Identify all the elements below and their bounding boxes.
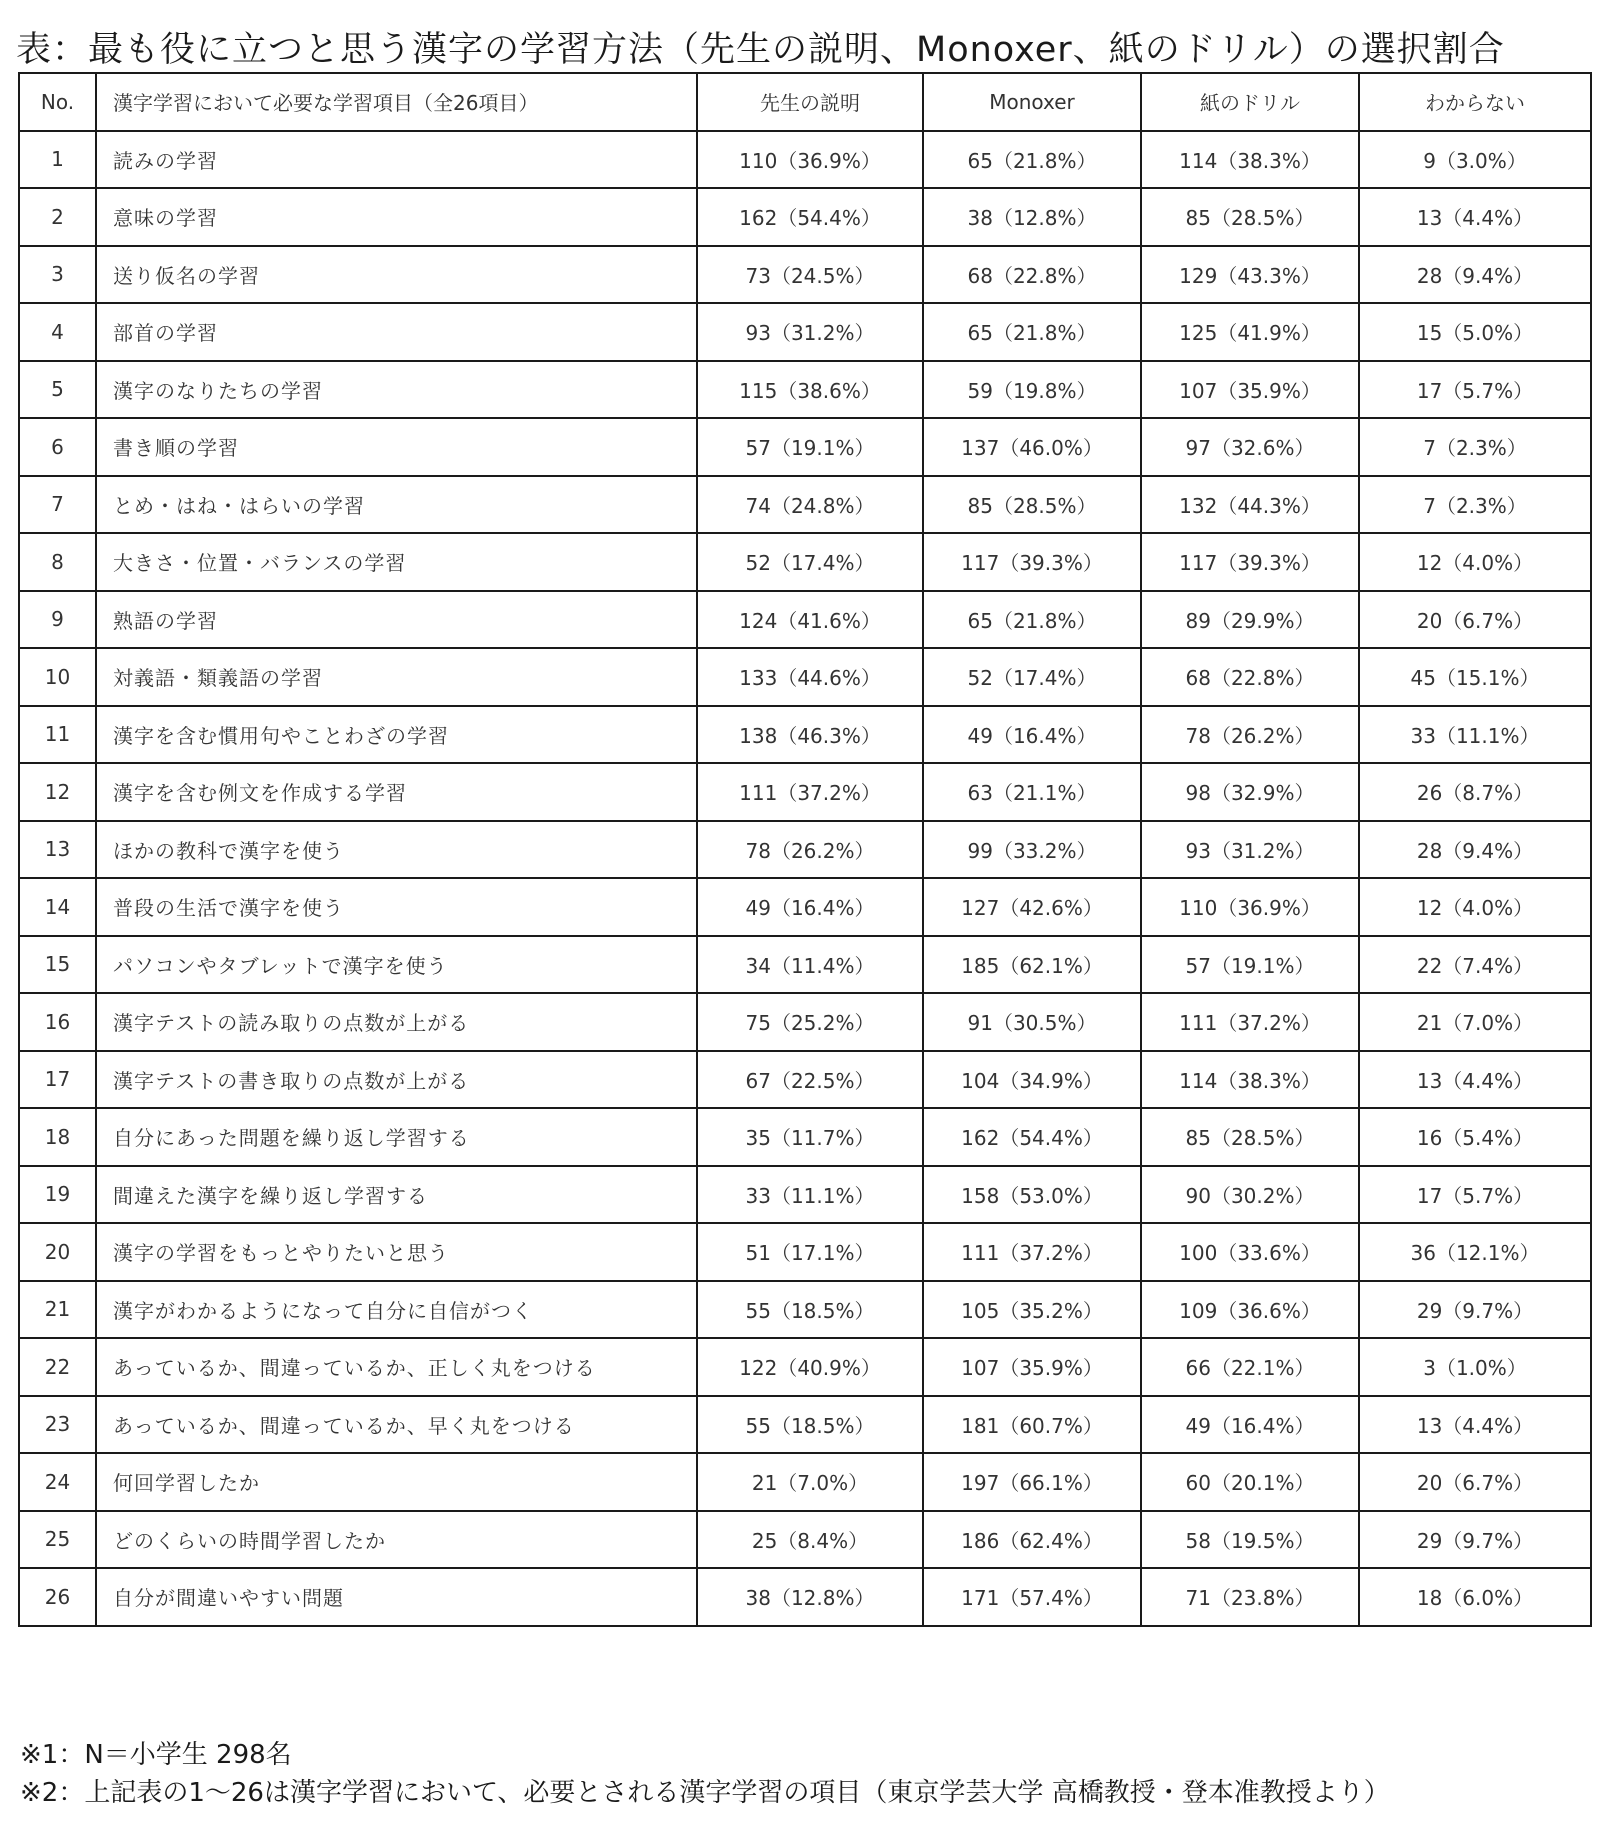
cell-monoxer: 111（37.2%）	[923, 1223, 1141, 1281]
cell-drill: 107（35.9%）	[1141, 361, 1359, 419]
cell-drill: 114（38.3%）	[1141, 1051, 1359, 1109]
table-row	[19, 131, 1591, 189]
cell-unknown: 26（8.7%）	[1359, 763, 1591, 821]
cell-teacher: 162（54.4%）	[697, 188, 923, 246]
table-header	[19, 73, 1591, 131]
cell-teacher: 122（40.9%）	[697, 1338, 923, 1396]
cell-item: 漢字テストの書き取りの点数が上がる	[96, 1051, 697, 1109]
cell-monoxer: 99（33.2%）	[923, 821, 1141, 879]
cell-item: 漢字のなりたちの学習	[96, 361, 697, 419]
cell-drill: 89（29.9%）	[1141, 591, 1359, 649]
cell-item: 漢字テストの読み取りの点数が上がる	[96, 993, 697, 1051]
cell-drill: 90（30.2%）	[1141, 1166, 1359, 1224]
cell-drill: 78（26.2%）	[1141, 706, 1359, 764]
cell-no: 1	[19, 131, 96, 189]
cell-unknown: 20（6.7%）	[1359, 591, 1591, 649]
cell-unknown: 28（9.4%）	[1359, 821, 1591, 879]
cell-item: 間違えた漢字を繰り返し学習する	[96, 1166, 697, 1224]
table-row	[19, 878, 1591, 936]
table-row	[19, 1396, 1591, 1454]
footnotes	[20, 1736, 1390, 1812]
cell-teacher: 138（46.3%）	[697, 706, 923, 764]
table-row	[19, 591, 1591, 649]
cell-teacher: 124（41.6%）	[697, 591, 923, 649]
results-table	[18, 72, 1592, 1627]
cell-unknown: 13（4.4%）	[1359, 188, 1591, 246]
table-row	[19, 303, 1591, 361]
cell-no: 16	[19, 993, 96, 1051]
cell-no: 12	[19, 763, 96, 821]
cell-no: 13	[19, 821, 96, 879]
cell-monoxer: 63（21.1%）	[923, 763, 1141, 821]
cell-teacher: 51（17.1%）	[697, 1223, 923, 1281]
table-row	[19, 1051, 1591, 1109]
cell-item: 意味の学習	[96, 188, 697, 246]
cell-drill: 110（36.9%）	[1141, 878, 1359, 936]
cell-item: あっているか、間違っているか、早く丸をつける	[96, 1396, 697, 1454]
cell-item: 部首の学習	[96, 303, 697, 361]
cell-monoxer: 162（54.4%）	[923, 1108, 1141, 1166]
cell-drill: 68（22.8%）	[1141, 648, 1359, 706]
cell-teacher: 52（17.4%）	[697, 533, 923, 591]
cell-monoxer: 65（21.8%）	[923, 131, 1141, 189]
cell-no: 26	[19, 1568, 96, 1626]
table-row	[19, 763, 1591, 821]
cell-item: あっているか、間違っているか、正しく丸をつける	[96, 1338, 697, 1396]
table-row	[19, 1338, 1591, 1396]
cell-monoxer: 137（46.0%）	[923, 418, 1141, 476]
cell-item: どのくらいの時間学習したか	[96, 1511, 697, 1569]
cell-no: 20	[19, 1223, 96, 1281]
table-body	[19, 131, 1591, 1626]
cell-no: 8	[19, 533, 96, 591]
cell-item: 普段の生活で漢字を使う	[96, 878, 697, 936]
cell-item: 漢字を含む慣用句やことわざの学習	[96, 706, 697, 764]
table-row	[19, 246, 1591, 304]
cell-drill: 93（31.2%）	[1141, 821, 1359, 879]
cell-drill: 129（43.3%）	[1141, 246, 1359, 304]
cell-teacher: 78（26.2%）	[697, 821, 923, 879]
cell-drill: 71（23.8%）	[1141, 1568, 1359, 1626]
cell-teacher: 33（11.1%）	[697, 1166, 923, 1224]
cell-item: 何回学習したか	[96, 1453, 697, 1511]
cell-unknown: 3（1.0%）	[1359, 1338, 1591, 1396]
table-row	[19, 1511, 1591, 1569]
cell-teacher: 34（11.4%）	[697, 936, 923, 994]
cell-unknown: 7（2.3%）	[1359, 476, 1591, 534]
cell-monoxer: 38（12.8%）	[923, 188, 1141, 246]
table-row	[19, 1281, 1591, 1339]
header-item: 漢字学習において必要な学習項目（全26項目）	[96, 73, 697, 131]
cell-drill: 57（19.1%）	[1141, 936, 1359, 994]
cell-unknown: 33（11.1%）	[1359, 706, 1591, 764]
cell-drill: 60（20.1%）	[1141, 1453, 1359, 1511]
cell-drill: 85（28.5%）	[1141, 188, 1359, 246]
cell-unknown: 21（7.0%）	[1359, 993, 1591, 1051]
cell-teacher: 55（18.5%）	[697, 1281, 923, 1339]
cell-monoxer: 105（35.2%）	[923, 1281, 1141, 1339]
cell-no: 5	[19, 361, 96, 419]
cell-teacher: 21（7.0%）	[697, 1453, 923, 1511]
cell-unknown: 18（6.0%）	[1359, 1568, 1591, 1626]
cell-no: 19	[19, 1166, 96, 1224]
header-row	[19, 73, 1591, 131]
cell-no: 17	[19, 1051, 96, 1109]
cell-drill: 132（44.3%）	[1141, 476, 1359, 534]
cell-teacher: 25（8.4%）	[697, 1511, 923, 1569]
cell-unknown: 7（2.3%）	[1359, 418, 1591, 476]
cell-item: 熟語の学習	[96, 591, 697, 649]
cell-drill: 49（16.4%）	[1141, 1396, 1359, 1454]
cell-unknown: 12（4.0%）	[1359, 533, 1591, 591]
cell-monoxer: 127（42.6%）	[923, 878, 1141, 936]
cell-drill: 100（33.6%）	[1141, 1223, 1359, 1281]
cell-item: 大きさ・位置・バランスの学習	[96, 533, 697, 591]
cell-unknown: 17（5.7%）	[1359, 1166, 1591, 1224]
table-row	[19, 993, 1591, 1051]
cell-item: 自分が間違いやすい問題	[96, 1568, 697, 1626]
cell-drill: 111（37.2%）	[1141, 993, 1359, 1051]
cell-no: 11	[19, 706, 96, 764]
cell-no: 21	[19, 1281, 96, 1339]
cell-monoxer: 49（16.4%）	[923, 706, 1141, 764]
table-row	[19, 1166, 1591, 1224]
cell-monoxer: 85（28.5%）	[923, 476, 1141, 534]
cell-item: 送り仮名の学習	[96, 246, 697, 304]
cell-teacher: 133（44.6%）	[697, 648, 923, 706]
cell-monoxer: 158（53.0%）	[923, 1166, 1141, 1224]
cell-no: 22	[19, 1338, 96, 1396]
cell-monoxer: 186（62.4%）	[923, 1511, 1141, 1569]
cell-monoxer: 107（35.9%）	[923, 1338, 1141, 1396]
cell-unknown: 15（5.0%）	[1359, 303, 1591, 361]
cell-teacher: 110（36.9%）	[697, 131, 923, 189]
table-row	[19, 648, 1591, 706]
cell-item: 漢字がわかるようになって自分に自信がつく	[96, 1281, 697, 1339]
cell-unknown: 13（4.4%）	[1359, 1051, 1591, 1109]
cell-unknown: 29（9.7%）	[1359, 1281, 1591, 1339]
cell-no: 23	[19, 1396, 96, 1454]
cell-teacher: 75（25.2%）	[697, 993, 923, 1051]
table-row	[19, 1568, 1591, 1626]
cell-item: 読みの学習	[96, 131, 697, 189]
header-unknown: わからない	[1359, 73, 1591, 131]
cell-unknown: 17（5.7%）	[1359, 361, 1591, 419]
cell-item: ほかの教科で漢字を使う	[96, 821, 697, 879]
cell-unknown: 16（5.4%）	[1359, 1108, 1591, 1166]
cell-unknown: 36（12.1%）	[1359, 1223, 1591, 1281]
table-row	[19, 476, 1591, 534]
cell-item: 書き順の学習	[96, 418, 697, 476]
cell-drill: 97（32.6%）	[1141, 418, 1359, 476]
cell-teacher: 74（24.8%）	[697, 476, 923, 534]
cell-item: とめ・はね・はらいの学習	[96, 476, 697, 534]
cell-unknown: 29（9.7%）	[1359, 1511, 1591, 1569]
table-row	[19, 418, 1591, 476]
cell-unknown: 9（3.0%）	[1359, 131, 1591, 189]
cell-no: 24	[19, 1453, 96, 1511]
cell-monoxer: 65（21.8%）	[923, 303, 1141, 361]
cell-item: 自分にあった問題を繰り返し学習する	[96, 1108, 697, 1166]
cell-monoxer: 68（22.8%）	[923, 246, 1141, 304]
cell-monoxer: 117（39.3%）	[923, 533, 1141, 591]
cell-monoxer: 59（19.8%）	[923, 361, 1141, 419]
cell-drill: 114（38.3%）	[1141, 131, 1359, 189]
cell-teacher: 49（16.4%）	[697, 878, 923, 936]
cell-no: 15	[19, 936, 96, 994]
cell-monoxer: 181（60.7%）	[923, 1396, 1141, 1454]
cell-unknown: 22（7.4%）	[1359, 936, 1591, 994]
table-row	[19, 188, 1591, 246]
cell-item: 漢字を含む例文を作成する学習	[96, 763, 697, 821]
table-row	[19, 821, 1591, 879]
cell-no: 9	[19, 591, 96, 649]
footnote-1: ※1：N＝小学生 298名	[20, 1740, 292, 1770]
cell-drill: 109（36.6%）	[1141, 1281, 1359, 1339]
cell-no: 25	[19, 1511, 96, 1569]
cell-no: 3	[19, 246, 96, 304]
table-row	[19, 533, 1591, 591]
cell-no: 10	[19, 648, 96, 706]
cell-item: 漢字の学習をもっとやりたいと思う	[96, 1223, 697, 1281]
cell-no: 2	[19, 188, 96, 246]
cell-unknown: 13（4.4%）	[1359, 1396, 1591, 1454]
cell-drill: 85（28.5%）	[1141, 1108, 1359, 1166]
cell-item: パソコンやタブレットで漢字を使う	[96, 936, 697, 994]
cell-no: 14	[19, 878, 96, 936]
page-title: 表：最も役に立つと思う漢字の学習方法（先生の説明、Monoxer、紙のドリル）の選択割合	[16, 30, 1505, 70]
table-row	[19, 1108, 1591, 1166]
cell-no: 6	[19, 418, 96, 476]
cell-teacher: 93（31.2%）	[697, 303, 923, 361]
cell-teacher: 73（24.5%）	[697, 246, 923, 304]
cell-unknown: 20（6.7%）	[1359, 1453, 1591, 1511]
cell-monoxer: 197（66.1%）	[923, 1453, 1141, 1511]
cell-teacher: 57（19.1%）	[697, 418, 923, 476]
cell-teacher: 38（12.8%）	[697, 1568, 923, 1626]
table-row	[19, 1223, 1591, 1281]
cell-no: 18	[19, 1108, 96, 1166]
cell-teacher: 67（22.5%）	[697, 1051, 923, 1109]
cell-unknown: 28（9.4%）	[1359, 246, 1591, 304]
cell-monoxer: 65（21.8%）	[923, 591, 1141, 649]
header-no: No.	[19, 73, 96, 131]
cell-drill: 58（19.5%）	[1141, 1511, 1359, 1569]
cell-monoxer: 52（17.4%）	[923, 648, 1141, 706]
cell-teacher: 115（38.6%）	[697, 361, 923, 419]
table-row	[19, 361, 1591, 419]
cell-drill: 66（22.1%）	[1141, 1338, 1359, 1396]
cell-drill: 98（32.9%）	[1141, 763, 1359, 821]
cell-teacher: 111（37.2%）	[697, 763, 923, 821]
cell-no: 7	[19, 476, 96, 534]
cell-drill: 125（41.9%）	[1141, 303, 1359, 361]
cell-teacher: 55（18.5%）	[697, 1396, 923, 1454]
header-teacher: 先生の説明	[697, 73, 923, 131]
cell-no: 4	[19, 303, 96, 361]
cell-teacher: 35（11.7%）	[697, 1108, 923, 1166]
cell-monoxer: 185（62.1%）	[923, 936, 1141, 994]
cell-monoxer: 91（30.5%）	[923, 993, 1141, 1051]
header-monoxer: Monoxer	[923, 73, 1141, 131]
cell-drill: 117（39.3%）	[1141, 533, 1359, 591]
table-row	[19, 1453, 1591, 1511]
cell-monoxer: 171（57.4%）	[923, 1568, 1141, 1626]
table-row	[19, 936, 1591, 994]
cell-unknown: 45（15.1%）	[1359, 648, 1591, 706]
table-row	[19, 706, 1591, 764]
header-drill: 紙のドリル	[1141, 73, 1359, 131]
cell-monoxer: 104（34.9%）	[923, 1051, 1141, 1109]
cell-unknown: 12（4.0%）	[1359, 878, 1591, 936]
footnote-2: ※2：上記表の1〜26は漢字学習において、必要とされる漢字学習の項目（東京学芸大学 高橋教授・登本准教授より）	[20, 1778, 1390, 1808]
cell-item: 対義語・類義語の学習	[96, 648, 697, 706]
